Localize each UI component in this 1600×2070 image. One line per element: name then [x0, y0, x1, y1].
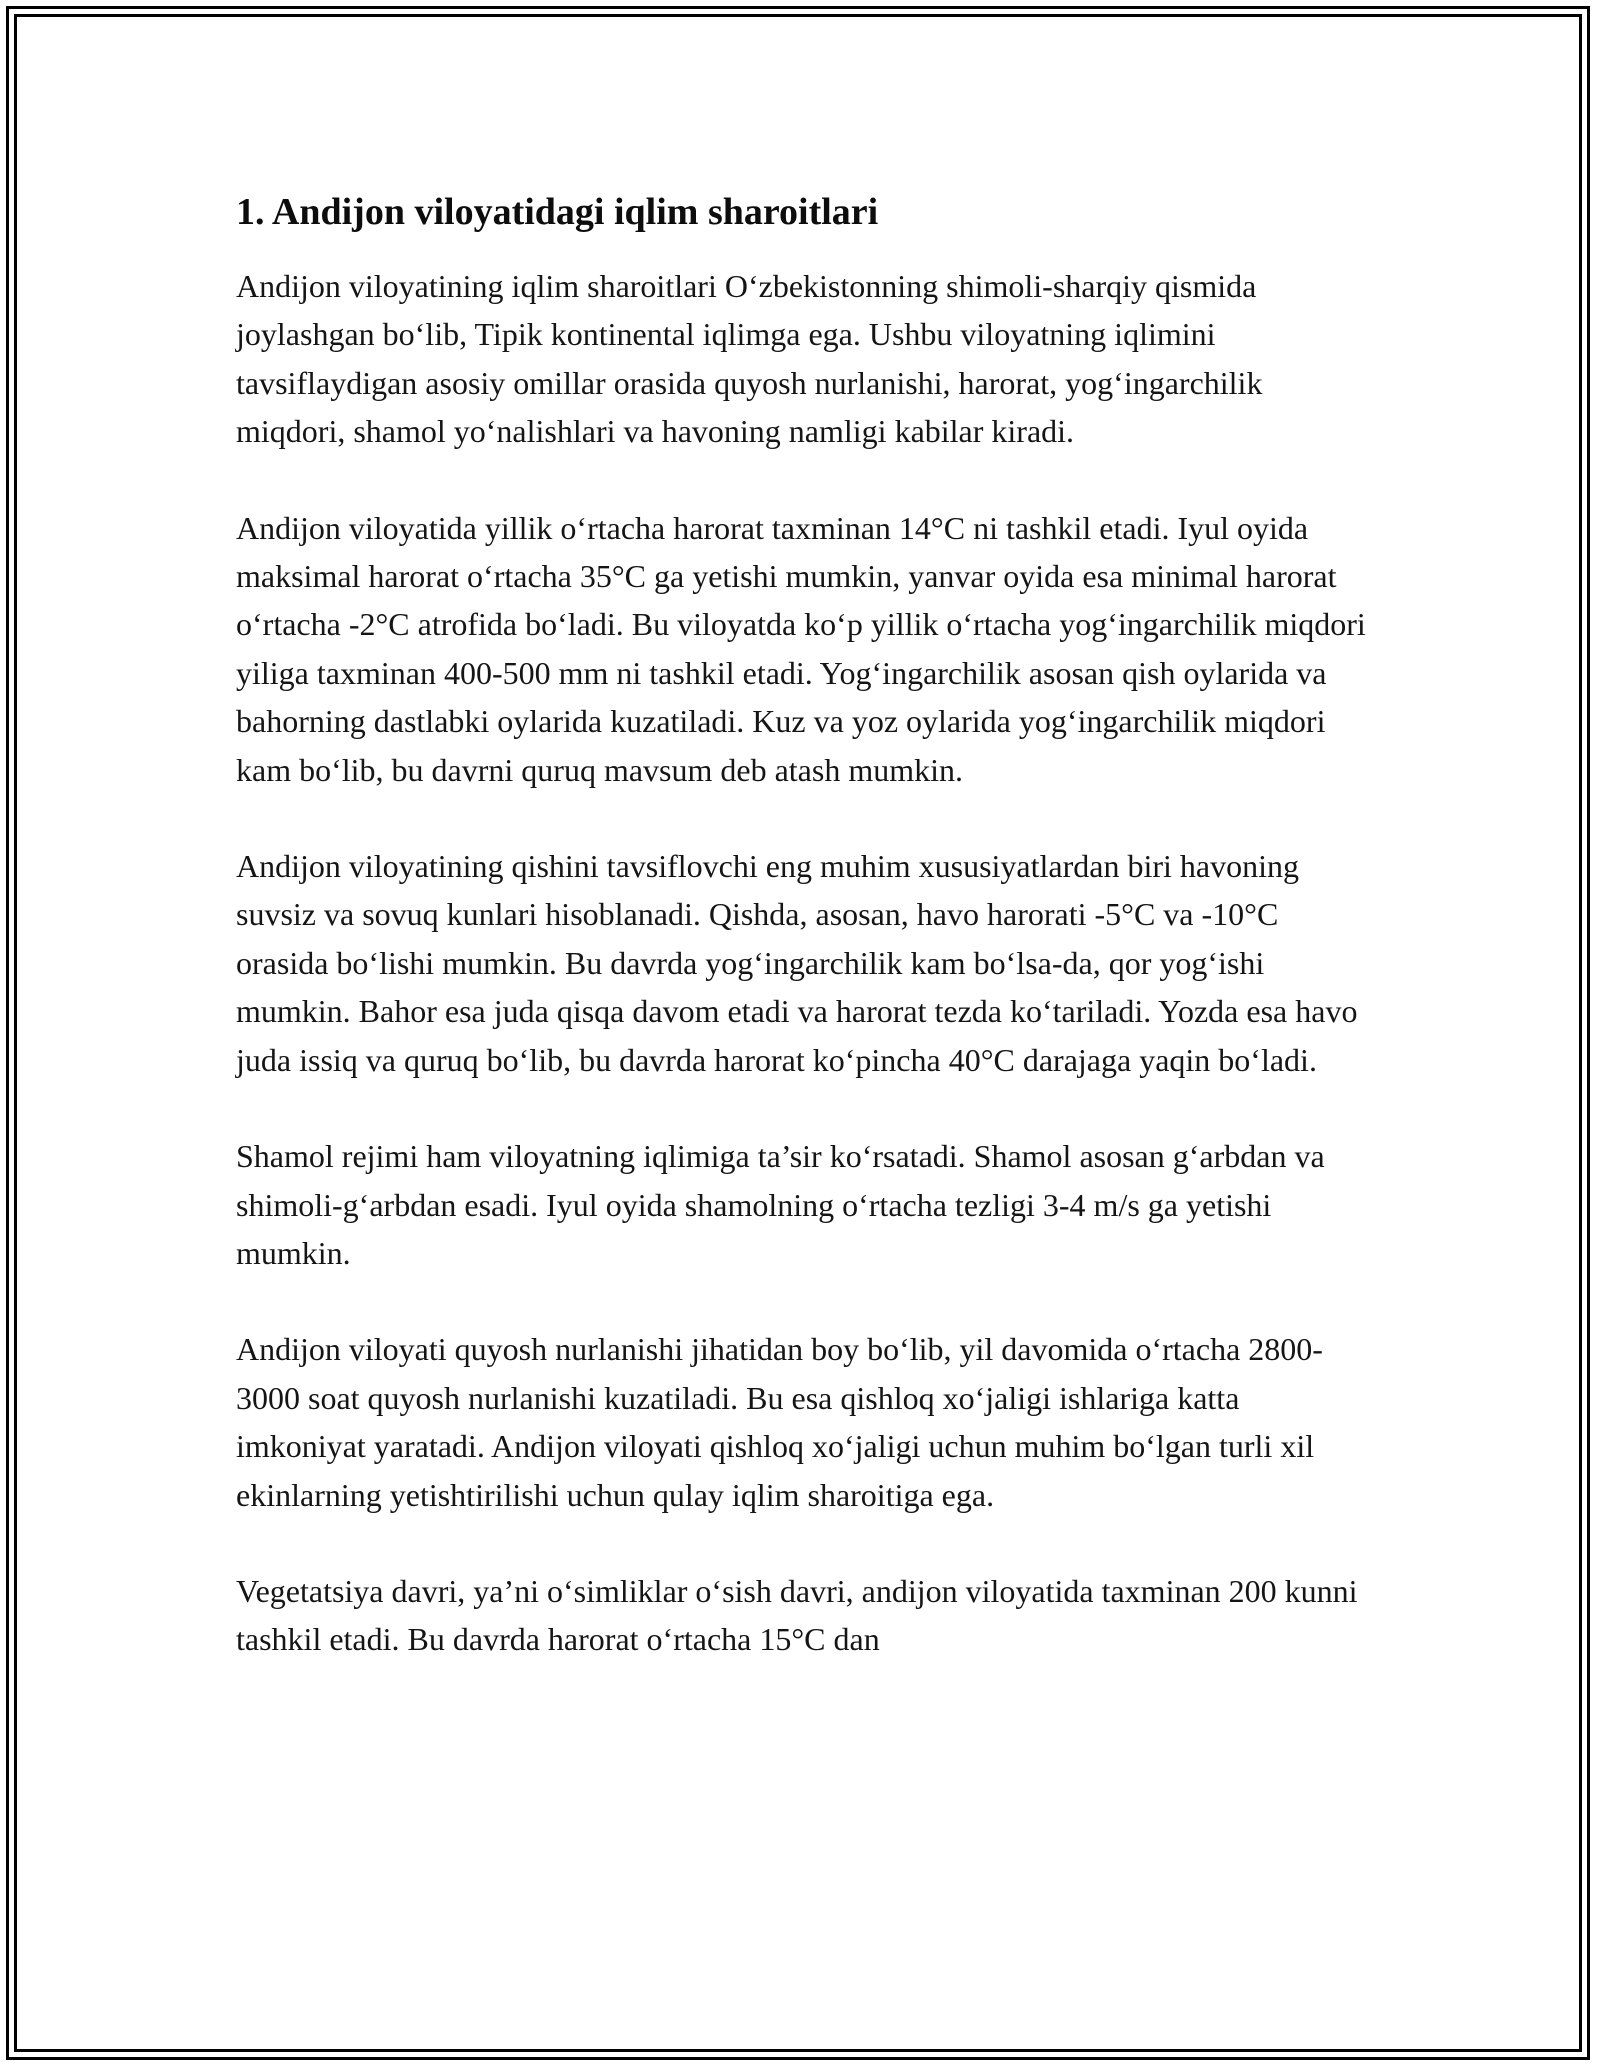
document-body	[236, 186, 1366, 1712]
paragraph-temperature-precipitation: Andijon viloyatida yillik o‘rtacha harorat taxminan 14°C ni tashkil etadi. Iyul oyida maksimal harorat o‘rtacha 35°C ga yetishi mumkin, yanvar oyida esa minimal harorat o‘rtacha -2°C atrofida bo‘ladi. Bu viloyatda ko‘p yillik o‘rtacha yog‘ingarchilik miqdori yiliga taxminan 400-500 mm ni tashkil etadi. Yog‘ingarchilik asosan qish oylarida va bahorning dastlabki oylarida kuzatiladi. Kuz va yoz oylarida yog‘ingarchilik miqdori kam bo‘lib, bu davrni quruq mavsum deb atash mumkin.	[236, 509, 1366, 788]
paragraph-winter-characteristics: Andijon viloyatining qishini tavsiflovchi eng muhim xususiyatlardan biri havoning suvsiz va sovuq kunlari hisoblanadi. Qishda, asosan, havo harorati -5°C va -10°C orasida bo‘lishi mumkin. Bu davrda yog‘ingarchilik kam bo‘lsa-da, qor yog‘ishi mumkin. Bahor esa juda qisqa davom etadi va harorat tezda ko‘tariladi. Yozda esa havo juda issiq va quruq bo‘lib, bu davrda harorat ko‘pincha 40°C darajaga yaqin bo‘ladi.	[236, 848, 1358, 1078]
paragraph-climate-overview: Andijon viloyatining iqlim sharoitlari O‘zbekistonning shimoli-sharqiy qismida joylashgan bo‘lib, Tipik kontinental iqlimga ega. Ushbu viloyatning iqlimini tavsiflaydigan asosiy omillar orasida quyosh nurlanishi, harorat, yog‘ingarchilik miqdori, shamol yo‘nalishlari va havoning namligi kabilar kiradi.	[236, 268, 1263, 450]
paragraph-vegetation-period: Vegetatsiya davri, ya’ni o‘simliklar o‘sish davri, andijon viloyatida taxminan 200 kunni tashkil etadi. Bu davrda harorat o‘rtacha 15°C dan	[236, 1572, 1358, 1658]
paragraph-solar-radiation: Andijon viloyati quyosh nurlanishi jihatidan boy bo‘lib, yil davomida o‘rtacha 2800-3000 soat quyosh nurlanishi kuzatiladi. Bu esa qishloq xo‘jaligi ishlariga katta imkoniyat yaratadi. Andijon viloyati qishloq xo‘jaligi uchun muhim bo‘lgan turli xil ekinlarning yetishtirilishi uchun qulay iqlim sharoitiga ega.	[236, 1331, 1323, 1513]
paragraph-wind-regime: Shamol rejimi ham viloyatning iqlimiga ta’sir ko‘rsatadi. Shamol asosan g‘arbdan va shimoli-g‘arbdan esadi. Iyul oyida shamolning o‘rtacha tezligi 3-4 m/s ga yetishi mumkin.	[236, 1138, 1325, 1271]
section-heading: 1. Andijon viloyatidagi iqlim sharoitlari	[236, 191, 879, 233]
